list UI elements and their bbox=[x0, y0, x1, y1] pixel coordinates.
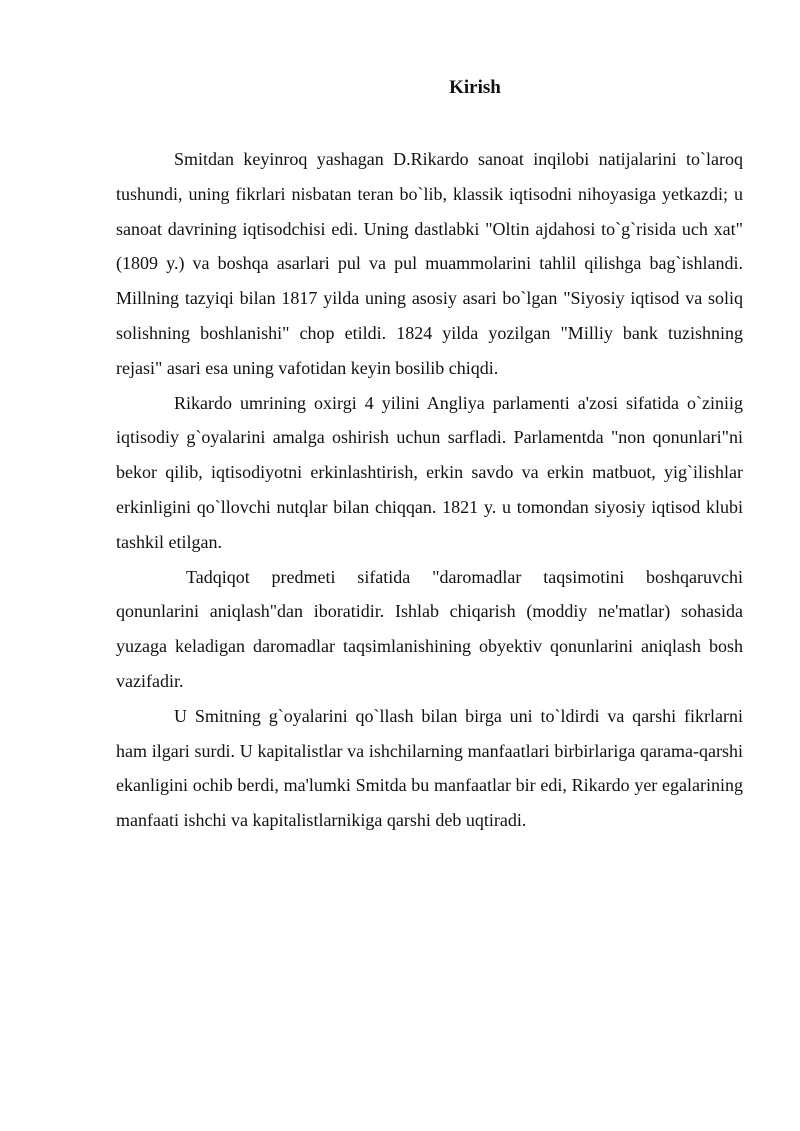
document-body bbox=[116, 142, 743, 838]
paragraph-4: U Smitning g`oyalarini qo`llash bilan birga uni to`ldirdi va qarshi fikrlarni ham ilgari surdi. U kapitalistlar va ishchilarning manfaatlari birbirlariga qarama-qarshi ekanligini ochib berdi, ma'lumki Smitda bu manfaatlar bir edi, Rikardo yer egalarining manfaati ishchi va kapitalistlarnikiga qarshi deb uqtiradi. bbox=[116, 705, 743, 831]
paragraph-2: Rikardo umrining oxirgi 4 yilini Angliya parlamenti a'zosi sifatida o`ziniig iqtisodiy g`oyalarini amalga oshirish uchun sarfladi. Parlamentda "non qonunlari"ni bekor qilib, iqtisodiyotni erkinlashtirish, erkin savdo va erkin matbuot, yig`ilishlar erkinligini qo`llovchi nutqlar bilan chiqqan. 1821 y. u tomondan siyosiy iqtisod klubi tashkil etilgan. bbox=[116, 392, 743, 552]
paragraph-3: Tadqiqot predmeti sifatida "daromadlar taqsimotini boshqaruvchi qonunlarini aniqlash"dan iboratidir. Ishlab chiqarish (moddiy ne'matlar) sohasida yuzaga keladigan daromadlar taqsimlanishining obyektiv qonunlarini aniqlash bosh vazifadir. bbox=[116, 566, 743, 691]
paragraph-1: Smitdan keyinroq yashagan D.Rikardo sanoat inqilobi natijalarini to`laroq tushundi, uning fikrlari nisbatan teran bo`lib, klassik iqtisodni nihoyasiga yetkazdi; u sanoat davrining iqtisodchisi edi. Uning dastlabki "Oltin ajdahosi to`g`risida uch xat" (1809 y.) va boshqa asarlari pul va pul muammolarini tahlil qilishga bag`ishlandi. Millning tazyiqi bilan 1817 yilda uning asosiy asari bo`lgan "Siyosiy iqtisod va soliq solishning boshlanishi" chop etildi. 1824 yilda yozilgan "Milliy bank tuzishning rejasi" asari esa uning vafotidan keyin bosilib chiqdi. bbox=[116, 149, 743, 378]
page-title: Kirish bbox=[449, 77, 501, 98]
